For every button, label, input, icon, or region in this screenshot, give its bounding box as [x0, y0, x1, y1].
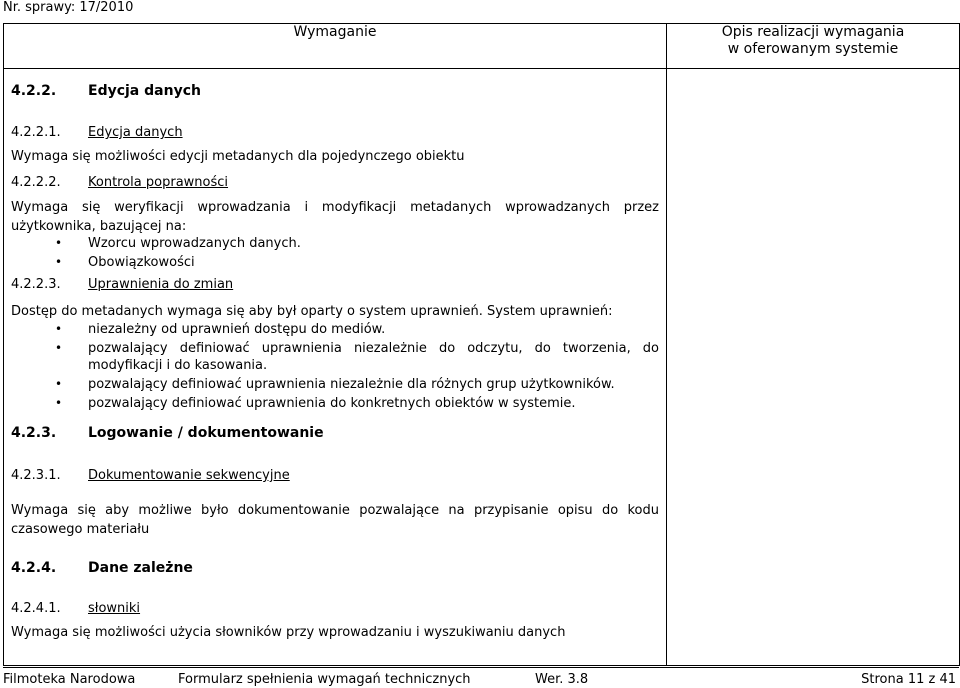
section-title: słowniki: [88, 601, 141, 616]
list-item: • niezależny od uprawnień dostępu do mediów.: [51, 321, 659, 338]
list-item: • pozwalający definiować uprawnienia niezależnie dla różnych grup użytkowników.: [51, 376, 659, 393]
case-number: Nr. sprawy: 17/2010: [3, 0, 134, 15]
section-title: Edycja danych: [88, 125, 183, 140]
list-item: • Obowiązkowości: [51, 253, 659, 272]
section-text: Wymaga się weryfikacji wprowadzania i modyfikacji metadanych wprowadzanych przez użytkownika, bazującej na:: [11, 200, 659, 234]
content-row: [4, 69, 960, 666]
requirements-table: [3, 23, 960, 666]
list-item: • Wzorcu wprowadzanych danych.: [51, 234, 659, 253]
section-text: Wymaga się możliwości użycia słowników przy wprowadzaniu i wyszukiwaniu danych: [11, 625, 566, 640]
page-footer: [3, 667, 959, 688]
footer-form: Formularz spełnienia wymagań technicznych: [178, 672, 471, 687]
section-number: 4.2.2.2.: [11, 175, 61, 190]
section-text: Wymaga się aby możliwe było dokumentowanie pozwalające na przypisanie opisu do kodu czasowego materiału: [11, 503, 659, 537]
bullet-list: [51, 234, 659, 272]
header-requirement: Wymaganie: [4, 24, 667, 69]
section-title: Logowanie / dokumentowanie: [88, 425, 324, 441]
section-number: 4.2.3.1.: [11, 468, 61, 483]
implementation-cell[interactable]: [667, 69, 960, 666]
section-number: 4.2.2.: [11, 83, 57, 99]
section-title: Dane zależne: [88, 560, 193, 576]
footer-org: Filmoteka Narodowa: [3, 672, 136, 687]
requirement-cell: [4, 69, 667, 666]
section-title: Dokumentowanie sekwencyjne: [88, 468, 290, 483]
section-title: Uprawnienia do zmian: [88, 277, 234, 292]
header-implementation: Opis realizacji wymagania w oferowanym systemie: [667, 24, 960, 69]
list-item: • pozwalający definiować uprawnienia niezależnie do odczytu, do tworzenia, do modyfikacji i do kasowania.: [51, 340, 659, 374]
footer-version: Wer. 3.8: [535, 672, 589, 687]
list-item: • pozwalający definiować uprawnienia do konkretnych obiektów w systemie.: [51, 395, 659, 412]
section-number: 4.2.4.1.: [11, 601, 61, 616]
section-number: 4.2.3.: [11, 425, 57, 441]
section-text: Wymaga się możliwości edycji metadanych dla pojedynczego obiektu: [11, 149, 465, 164]
bullet-list: [51, 321, 659, 412]
section-text: Dostęp do metadanych wymaga się aby był oparty o system uprawnień. System uprawnień:: [11, 304, 613, 319]
table-header-row: [4, 24, 960, 69]
section-title: Edycja danych: [88, 83, 201, 99]
section-title: Kontrola poprawności: [88, 175, 229, 190]
footer-page: Strona 11 z 41: [861, 672, 956, 687]
section-number: 4.2.2.1.: [11, 125, 61, 140]
section-number: 4.2.2.3.: [11, 277, 61, 292]
section-number: 4.2.4.: [11, 560, 57, 576]
